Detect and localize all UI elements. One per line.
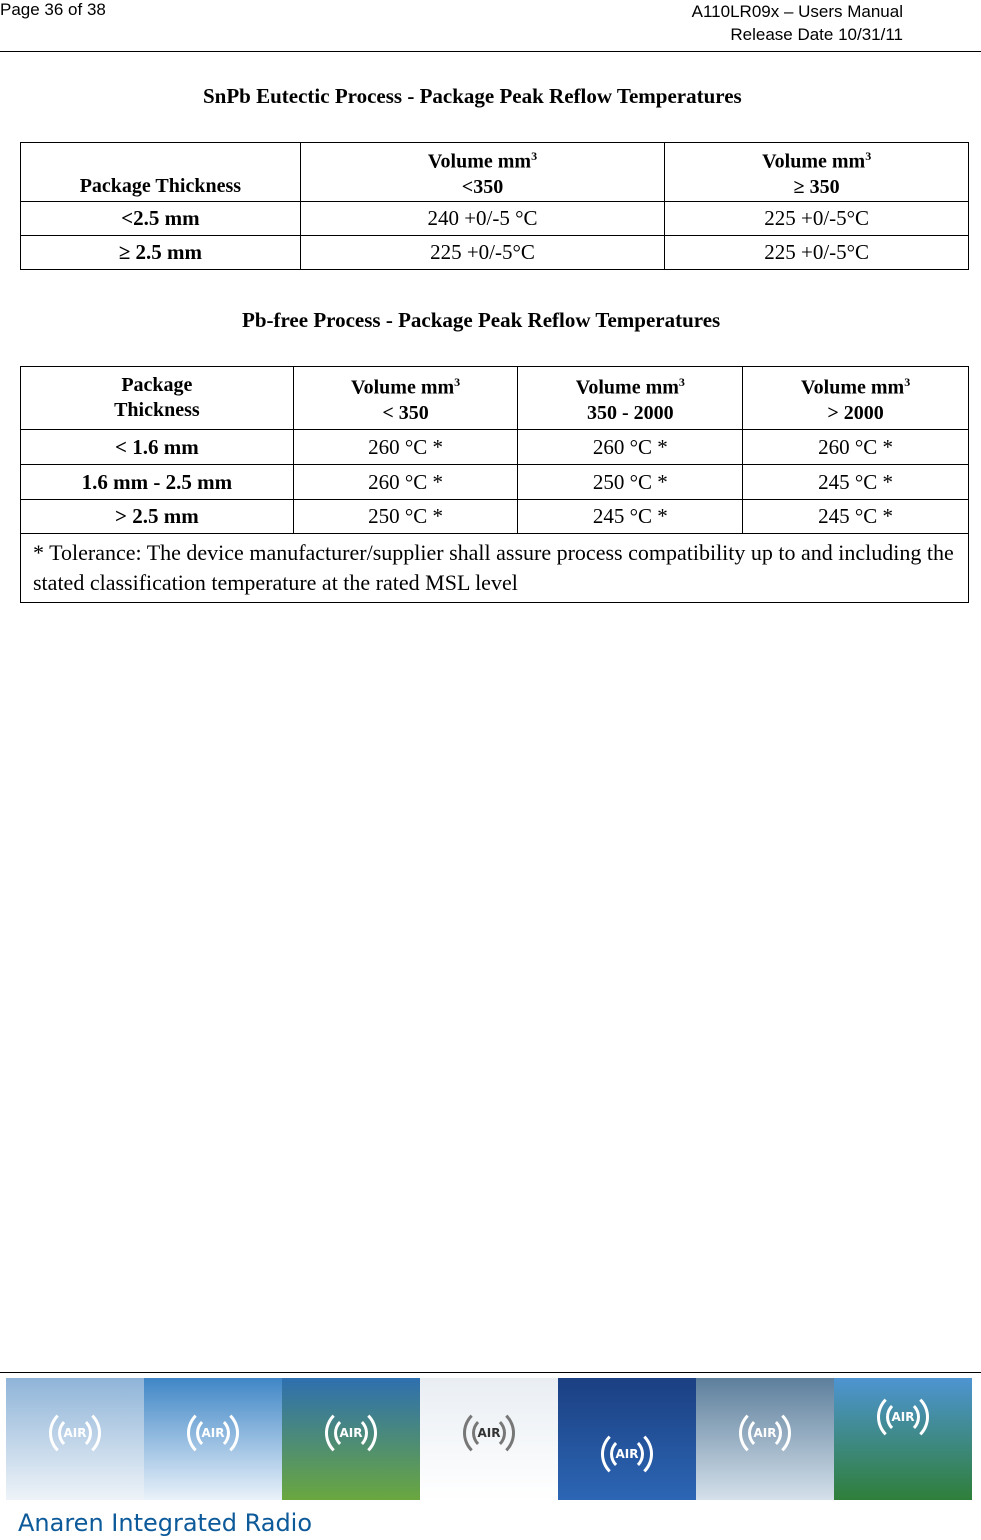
- header-label: Package: [121, 374, 193, 396]
- col-volume-lt-350: [293, 367, 518, 430]
- superscript: 3: [678, 375, 685, 390]
- banner-tile: [6, 1378, 144, 1500]
- air-signal-icon: [590, 1429, 664, 1479]
- cell-value: 245 °C *: [743, 465, 969, 500]
- air-badge-label: AIR: [339, 1425, 363, 1440]
- snpb-table-title: SnPb Eutectic Process - Package Peak Reflow Temperatures: [203, 84, 742, 108]
- air-signal-icon: [176, 1408, 250, 1458]
- header-label: <350: [461, 175, 504, 198]
- cell-thickness: ≥ 2.5 mm: [21, 236, 301, 270]
- cell-value: 260 °C *: [293, 430, 518, 465]
- cell-thickness: > 2.5 mm: [21, 500, 294, 534]
- table-header-row: [21, 367, 969, 430]
- cell-thickness: < 1.6 mm: [21, 430, 294, 465]
- col-volume-ge-350: [665, 143, 969, 202]
- header-label: Volume mm: [427, 150, 532, 173]
- cell-value: 245 °C *: [743, 500, 969, 534]
- page-number: Page 36 of 38: [0, 0, 106, 19]
- cell-value: 240 +0/-5 °C: [300, 202, 665, 236]
- pbfree-table-title: Pb-free Process - Package Peak Reflow Temperatures: [242, 308, 721, 332]
- air-banner: [6, 1378, 972, 1500]
- table-row: [21, 236, 969, 270]
- air-badge-label: AIR: [201, 1425, 225, 1440]
- cell-value: 225 +0/-5°C: [665, 236, 969, 270]
- cell-value: 225 +0/-5°C: [665, 202, 969, 236]
- cell-value: 250 °C *: [293, 500, 518, 534]
- banner-tile: [420, 1378, 558, 1500]
- header-label: Volume mm: [351, 376, 455, 399]
- snpb-reflow-table: [20, 142, 969, 270]
- header-label: Thickness: [114, 399, 200, 421]
- col-volume-lt-350: [300, 143, 665, 202]
- table-header-row: [21, 143, 969, 202]
- table-row: [21, 500, 969, 534]
- cell-value: 260 °C *: [518, 430, 743, 465]
- air-signal-icon: [38, 1408, 112, 1458]
- footer-divider: [0, 1372, 981, 1373]
- cell-value: 245 °C *: [518, 500, 743, 534]
- document-header: [692, 0, 903, 46]
- header-label: Volume mm: [762, 150, 866, 173]
- superscript: 3: [865, 149, 872, 164]
- table-row: [21, 202, 969, 236]
- banner-tile: [696, 1378, 834, 1500]
- superscript: 3: [454, 375, 461, 390]
- air-badge-label: AIR: [891, 1410, 915, 1425]
- cell-value: 250 °C *: [518, 465, 743, 500]
- banner-tile: [282, 1378, 420, 1500]
- banner-tile: [834, 1378, 972, 1500]
- header-label: 350 - 2000: [587, 401, 674, 424]
- header-label: ≥ 350: [793, 175, 840, 198]
- banner-tile: [144, 1378, 282, 1500]
- header-label: Volume mm: [801, 376, 905, 399]
- table-row: [21, 465, 969, 500]
- banner-tile: [558, 1378, 696, 1500]
- superscript: 3: [531, 149, 538, 164]
- release-date: Release Date 10/31/11: [730, 25, 903, 44]
- col-volume-350-2000: [518, 367, 743, 430]
- header-label: > 2000: [827, 401, 884, 424]
- header-label: < 350: [382, 401, 429, 424]
- air-badge-label: AIR: [477, 1425, 501, 1440]
- superscript: 3: [904, 375, 911, 390]
- header-divider: [0, 51, 981, 52]
- cell-value: 225 +0/-5°C: [300, 236, 665, 270]
- pbfree-reflow-table: [20, 366, 969, 603]
- cell-value: 260 °C *: [293, 465, 518, 500]
- table-row: [21, 430, 969, 465]
- air-badge-label: AIR: [753, 1425, 777, 1440]
- cell-value: 260 °C *: [743, 430, 969, 465]
- cell-thickness: 1.6 mm - 2.5 mm: [21, 465, 294, 500]
- air-signal-icon: [728, 1408, 802, 1458]
- col-package-thickness: Package Thickness: [21, 143, 301, 202]
- air-badge-label: AIR: [63, 1425, 87, 1440]
- col-package-thickness: [21, 367, 294, 430]
- table-note-row: [21, 534, 969, 603]
- header-label: Volume mm: [575, 376, 679, 399]
- tolerance-note: * Tolerance: The device manufacturer/supplier shall assure process compatibility up to and including the stated classification temperature at the rated MSL level: [21, 534, 969, 603]
- air-signal-icon: [866, 1392, 940, 1442]
- air-badge-label: AIR: [615, 1446, 639, 1461]
- cell-thickness: <2.5 mm: [21, 202, 301, 236]
- air-signal-icon: [452, 1408, 526, 1458]
- col-volume-gt-2000: [743, 367, 969, 430]
- air-signal-icon: [314, 1408, 388, 1458]
- brand-name: Anaren Integrated Radio: [18, 1509, 313, 1537]
- document-title: A110LR09x – Users Manual: [691, 2, 903, 21]
